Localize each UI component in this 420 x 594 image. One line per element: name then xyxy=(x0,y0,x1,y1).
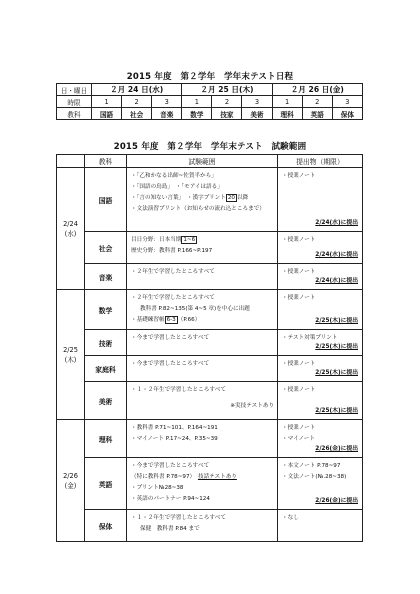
exam-scope-table xyxy=(56,154,363,542)
period-row-label: 時限 xyxy=(57,96,92,108)
kanji-suffix: 以降 xyxy=(237,195,249,201)
day-date: 2/24 xyxy=(63,219,78,228)
schedule-title: 2015 年度 第２学年 学年末テスト日程 xyxy=(126,72,294,82)
submission-item: ・なし xyxy=(282,515,299,521)
range-line: ・「乙和かなる出師~佐賀半から」 xyxy=(131,173,217,179)
submission-bijutsu xyxy=(278,382,363,420)
range-hotai xyxy=(127,510,278,542)
range-sugaku xyxy=(127,290,278,330)
range-text: ・基礎練習帳 xyxy=(131,317,165,323)
range-line: ・２年生で学習したところすべて xyxy=(131,295,215,301)
header-day xyxy=(57,155,85,168)
submission-hotai xyxy=(278,510,363,542)
range-text: 目日分野：日本当期 xyxy=(131,237,182,243)
period-cell: 2 xyxy=(302,96,332,108)
period-cell: 1 xyxy=(182,96,212,108)
subject-cell: 美術 xyxy=(242,108,272,120)
day-weekday: (金) xyxy=(64,481,77,490)
range-kokugo xyxy=(127,168,278,232)
submission-item: ・授業ノート xyxy=(282,173,316,179)
due-date: 2/24(水)に提出 xyxy=(315,278,358,284)
submission-eigo xyxy=(278,458,363,510)
subject-gijutsu: 技術 xyxy=(85,330,127,356)
practical-test-note: ※実技テストあり xyxy=(230,403,274,409)
submission-item: ・授業ノート xyxy=(282,361,316,367)
period-cell: 1 xyxy=(272,96,302,108)
range-text: ・「言の知ない言葉」 ・漢字プリント xyxy=(131,195,226,201)
speaking-test-note: 技話テストあり xyxy=(197,474,237,480)
submission-item: ・授業ノート xyxy=(282,237,316,243)
submission-katei xyxy=(278,356,363,382)
period-cell: 1 xyxy=(92,96,122,108)
submission-shakai xyxy=(278,232,363,264)
range-shakai xyxy=(127,232,278,264)
subject-sugaku: 数学 xyxy=(85,290,127,330)
submission-item: ・マイノート xyxy=(282,436,315,442)
submission-item: ・文法ノート(№.28~38) xyxy=(282,474,347,480)
due-date: 2/26(金)に提出 xyxy=(315,446,358,452)
date-day1: ２月 24 日(水) xyxy=(92,84,182,96)
due-date: 2/25(木)に提出 xyxy=(315,408,358,414)
subject-row-label: 教科 xyxy=(57,108,92,120)
kanji-count-box: 20 xyxy=(227,195,235,201)
due-date: 2/25(木)に提出 xyxy=(315,370,358,376)
day-date: 2/26 xyxy=(63,471,78,480)
submission-item: ・授業ノート xyxy=(282,425,316,431)
subject-ongaku: 音楽 xyxy=(85,264,127,290)
date-day3: ２月 26 日(金) xyxy=(272,84,362,96)
subject-kokugo: 国語 xyxy=(85,168,127,232)
subject-cell: 国語 xyxy=(92,108,122,120)
range-line: 保健 教科書 P.84 まで xyxy=(140,526,200,532)
range-line: ・１・２年生で学習したところすべて xyxy=(131,515,226,521)
due-date: 2/25(木)に提出 xyxy=(315,344,358,350)
subject-cell: 保体 xyxy=(332,108,362,120)
exam-schedule-table xyxy=(56,83,363,120)
period-cell: 3 xyxy=(152,96,182,108)
range-line: ・今まで学習したところすべて xyxy=(131,361,210,367)
header-subject: 教科 xyxy=(85,155,127,168)
range-line: ・教科書 P.71~101、P.164~191 xyxy=(131,425,218,431)
submission-item: ・授業ノート xyxy=(282,387,316,393)
date-day2: ２月 25 日(木) xyxy=(182,84,272,96)
range-line xyxy=(131,472,274,483)
range-line: ・プリント№28~38 xyxy=(131,485,184,491)
submission-item: ・本文ノート P.78~97 xyxy=(282,463,341,469)
scope-title: 2015 年度 第２学年 学年末テスト 試験範囲 xyxy=(113,142,307,152)
subject-katei: 家庭科 xyxy=(85,356,127,382)
date-row-label: 日・曜日 xyxy=(57,84,92,96)
range-line xyxy=(131,315,274,326)
range-line: ・文法演習プリント（お知らせの流れ込ところまで） xyxy=(131,206,265,212)
day-cell-0225 xyxy=(57,290,85,420)
header-submission: 提出物（期限） xyxy=(278,155,363,168)
range-gijutsu xyxy=(127,330,278,356)
due-date: 2/24(水)に提出 xyxy=(315,252,358,258)
header-range: 試験範囲 xyxy=(127,155,278,168)
range-line: ・今まで学習したところすべて xyxy=(131,463,210,469)
range-line xyxy=(131,235,274,246)
subject-cell: 技家 xyxy=(212,108,242,120)
range-line: ・「国語の鳥島」 ・「モアイは語る」 xyxy=(131,184,223,190)
period-cell: 2 xyxy=(122,96,152,108)
submission-ongaku xyxy=(278,264,363,290)
due-date: 2/25(木)に提出 xyxy=(315,318,358,324)
range-line: ・１・２年生で学習したところすべて xyxy=(131,387,226,393)
range-line: 歴史分野：教科書 P.166~P.197 xyxy=(131,248,213,254)
submission-sugaku xyxy=(278,290,363,330)
period-cell: 3 xyxy=(242,96,272,108)
subject-cell: 英語 xyxy=(302,108,332,120)
submission-item: ・授業ノート xyxy=(282,295,316,301)
subject-eigo: 英語 xyxy=(85,458,127,510)
due-date: 2/24(水)に提出 xyxy=(315,220,358,226)
period-cell: 2 xyxy=(212,96,242,108)
range-katei xyxy=(127,356,278,382)
subject-shakai: 社会 xyxy=(85,232,127,264)
submission-item: ・授業ノート xyxy=(282,269,316,275)
day-weekday: (木) xyxy=(64,355,77,364)
range-tail: （P.66） xyxy=(177,317,201,323)
submission-gijutsu xyxy=(278,330,363,356)
range-ongaku xyxy=(127,264,278,290)
day-weekday: (水) xyxy=(64,229,77,238)
range-bijutsu xyxy=(127,382,278,420)
submission-rika xyxy=(278,420,363,458)
day-date: 2/25 xyxy=(63,345,78,354)
subject-cell: 音楽 xyxy=(152,108,182,120)
range-line: ・マイノート P.17~24、P.35~39 xyxy=(131,436,218,442)
range-line: ・英語のパートナー P.94~124 xyxy=(131,496,210,502)
range-eigo xyxy=(127,458,278,510)
chapter-box: 1~6 xyxy=(183,237,196,243)
submission-item: ・テスト対策プリント xyxy=(282,335,338,341)
due-date: 2/26(金)に提出 xyxy=(315,498,358,504)
day-cell-0226 xyxy=(57,420,85,542)
subject-hotai: 保体 xyxy=(85,510,127,542)
range-line xyxy=(131,193,274,204)
subject-cell: 社会 xyxy=(122,108,152,120)
subject-cell: 理科 xyxy=(272,108,302,120)
subject-cell: 数学 xyxy=(182,108,212,120)
subject-bijutsu: 美術 xyxy=(85,382,127,420)
range-text: （特に教科書 P.78~97） xyxy=(131,474,193,480)
subject-rika: 理科 xyxy=(85,420,127,458)
submission-kokugo xyxy=(278,168,363,232)
range-rika xyxy=(127,420,278,458)
range-line: ・今まで学習したところすべて xyxy=(131,335,210,341)
day-cell-0224 xyxy=(57,168,85,290)
period-cell: 3 xyxy=(332,96,362,108)
workbook-box: 6-3 xyxy=(166,317,176,323)
range-line: 教科書 P.82~135(第 4~5 章)を中心に出題 xyxy=(140,306,250,312)
range-line: ・２年生で学習したところすべて xyxy=(131,269,215,275)
